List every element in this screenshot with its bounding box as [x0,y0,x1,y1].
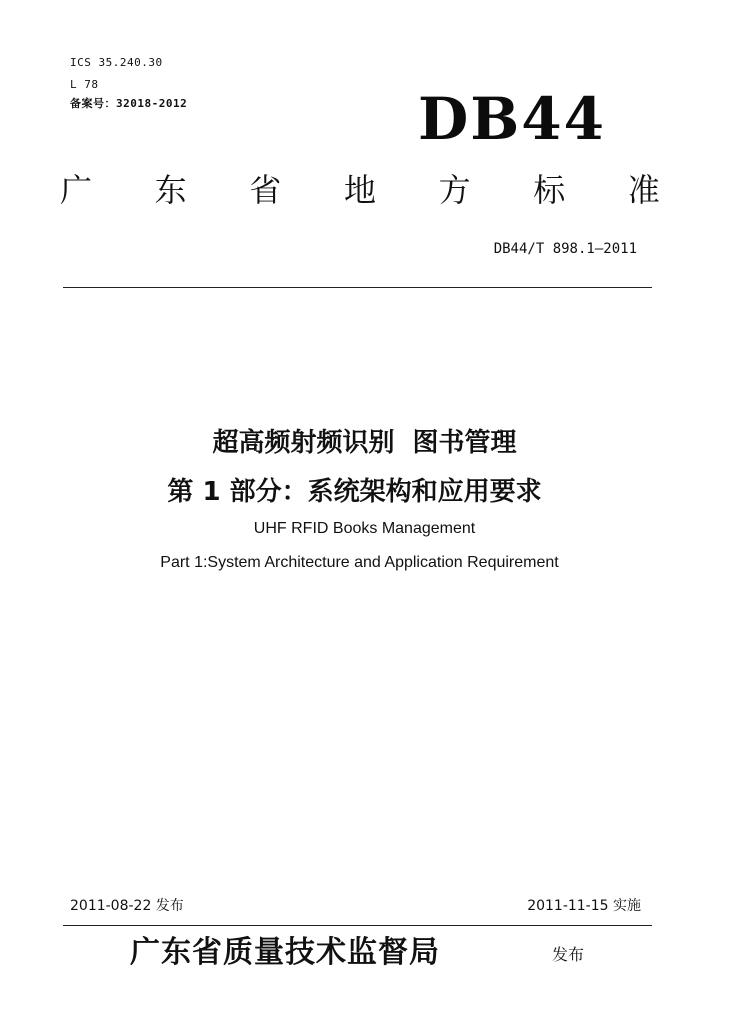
standard-type-char: 地 [343,171,376,209]
bottom-divider [63,925,652,926]
record-number: 备案号：32018-2012 [70,97,188,110]
publish-label: 发布 [552,945,585,964]
issue-date: 2011-08-22 发布 [70,898,184,914]
standard-type-char: 省 [249,171,282,209]
classification-code: L 78 [70,78,99,91]
ics-code: ICS 35.240.30 [70,56,163,69]
standard-type-char: 方 [438,171,471,209]
implementation-date: 2011-11-15 实施 [527,898,641,914]
standard-type-char: 准 [627,171,660,209]
standard-type-char: 广 [59,171,92,209]
standard-number: DB44/T 898.1—2011 [493,241,637,257]
title-cn-line2: 第 1 部分：系统架构和应用要求 [167,477,542,507]
standard-type-char: 标 [533,171,566,209]
title-en-line1: UHF RFID Books Management [253,520,476,537]
title-en-line2: Part 1:System Architecture and Application Requirement [160,554,559,571]
top-divider [63,287,652,288]
standard-type-char: 东 [154,171,187,209]
standard-type-heading [56,168,664,212]
title-cn-line1: 超高频射频识别 图书管理 [212,428,517,458]
standard-logo: DB44 [417,85,606,153]
publisher-name: 广东省质量技术监督局 [130,935,440,970]
